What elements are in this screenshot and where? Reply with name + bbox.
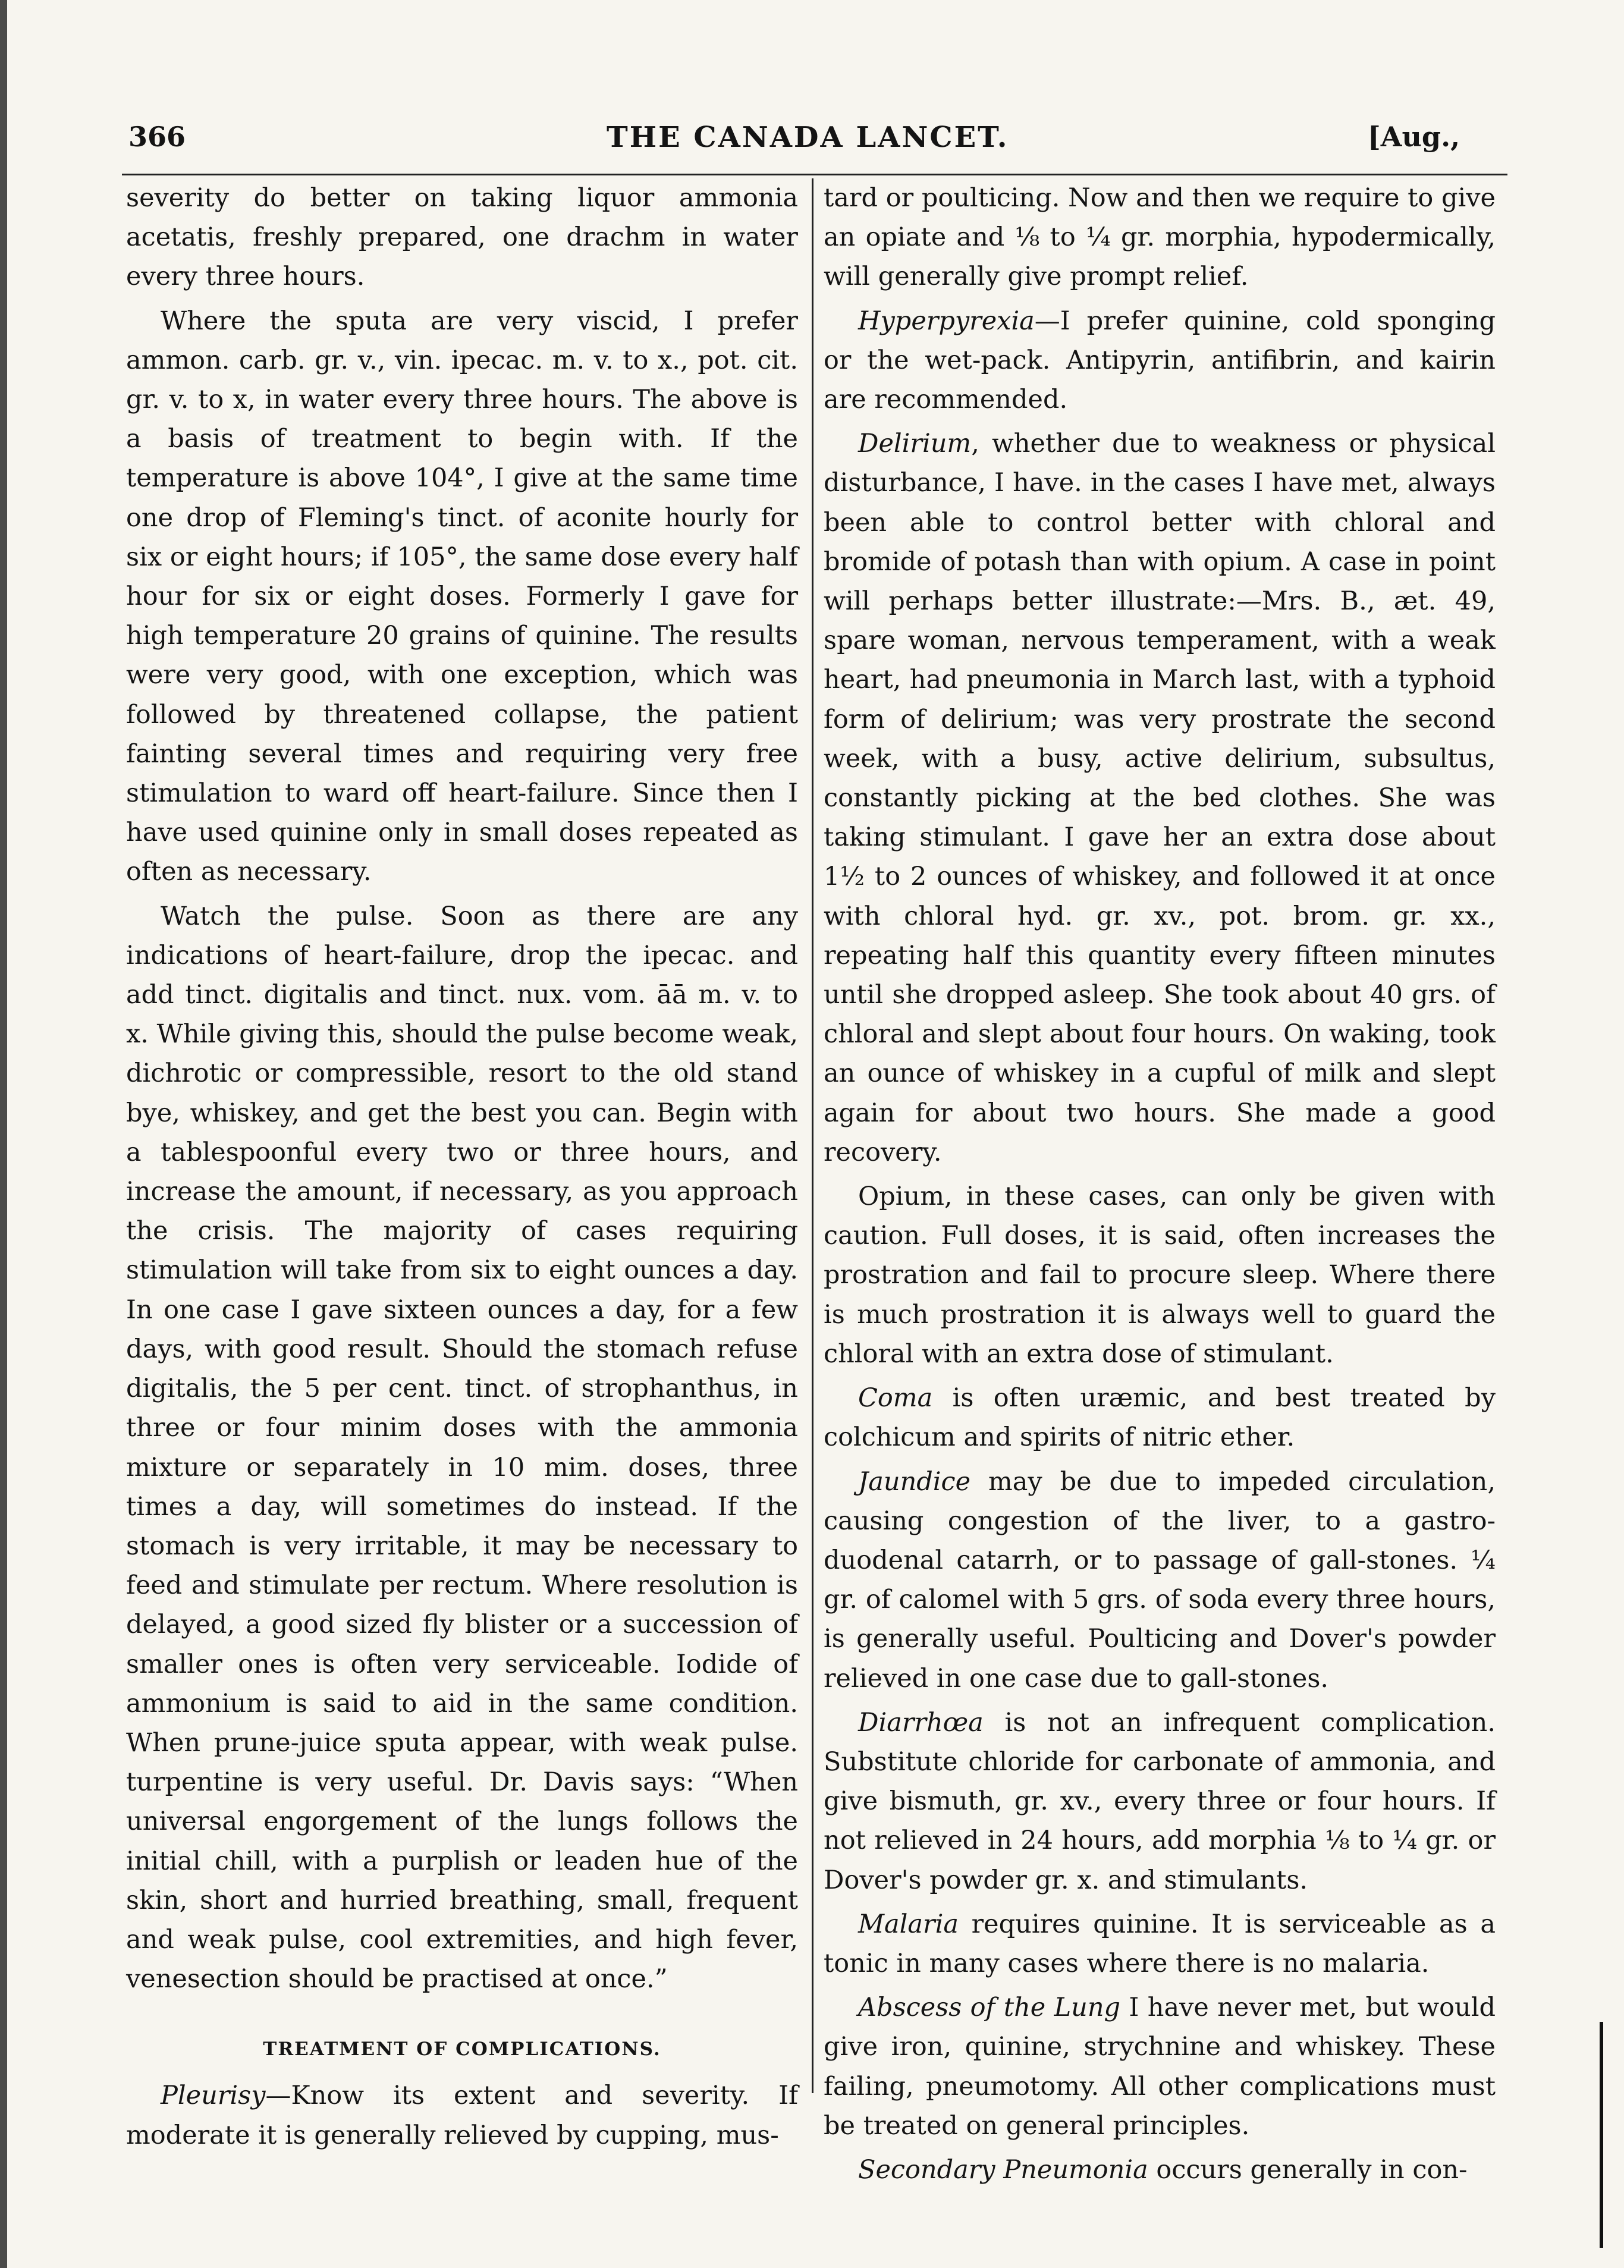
column-divider [812,178,813,2093]
term-pleurisy: Pleurisy [161,2081,266,2111]
scan-edge [0,0,7,2268]
paragraph: Watch the pulse. Soon as there are any indications of heart-failure, drop the ipecac. and add tinct. digitalis and tinct. nux. vom. āā m. v. to x. While giving this, should the pulse become weak, dichrotic or compressible, resort to the old stand bye, whiskey, and get the best you can. Begin with a tablespoonful every two or three hours, and increase the amount, if necessary, as you approach the crisis. The majority of cases requiring stimulation will take from six to eight ounces a day. In one case I gave sixteen ounces a day, for a few days, with good result. Should the stomach refuse digitalis, the 5 per cent. tinct. of strophanthus, in three or four minim doses with the ammonia mixture or separately in 10 mim. doses, three times a day, will sometimes do instead. If the stomach is very irritable, it may be necessary to feed and stimulate per rectum. Where resolution is delayed, a good sized fly blister or a succession of smaller ones is often very serviceable. Iodide of ammonium is said to aid in the same condition. When prune-juice sputa appear, with weak pulse. turpentine is very useful. Dr. Davis says: “When universal engorgement of the lungs follows the initial chill, with a purplish or leaden hue of the skin, short and hurried breathing, small, frequent and weak pulse, cool extremities, and high fever, venesection should be practised at once.” [126,901,798,1994]
paragraph-opium: Opium, in these cases, can only be given with caution. Full doses, it is said, often increases the prostration and fail to procure sleep. Where there is much prostration it is always well to guard the chloral with an extra dose of stimulant. [824,1182,1496,1369]
section-heading: TREATMENT OF COMPLICATIONS. [263,2038,661,2060]
paragraph-jaundice: Jaundice may be due to impeded circulation, causing congestion of the liver, to a gastro-duodenal catarrh, or to passage of gall-stones. ¼ gr. of calomel with 5 grs. of soda every three hours, is generally useful. Poulticing and Dover's powder relieved in one case due to gall-stones. [824,1466,1496,1694]
issue-date: [Aug., [1368,121,1460,153]
paragraph-abscess: Abscess of the Lung I have never met, but would give iron, quinine, strychnine and whiskey. These failing, pneumotomy. All other complications must be treated on general principles. [824,1993,1496,2141]
scan-edge-mark [1600,2022,1603,2248]
paragraph-diarrhoea: Diarrhœa is not an infrequent complication. Substitute chloride for carbonate of ammonia, and give bismuth, gr. xv., every three or four hours. If not relieved in 24 hours, add morphia ⅛ to ¼ gr. or Dover's powder gr. x. and stimulants. [824,1707,1496,1895]
paragraph-coma: Coma is often uræmic, and best treated by colchicum and spirits of nitric ether. [824,1383,1496,1453]
header-rule [122,174,1507,175]
paragraph-pleurisy: Pleurisy—Know its extent and severity. If moderate it is generally relieved by cupping, mus- [126,2081,798,2150]
paragraph-hyperpyrexia: Hyperpyrexia—I prefer quinine, cold sponging or the wet-pack. Antipyrin, antifibrin, and kairin are recommended. [824,306,1496,415]
left-column [126,178,798,2155]
right-column [824,178,1496,2190]
paragraph: tard or poulticing. Now and then we require to give an opiate and ⅛ to ¼ gr. morphia, hypodermically, will generally give prompt relief. [824,183,1496,292]
page-number: 366 [128,121,186,153]
paragraph-malaria: Malaria requires quinine. It is serviceable as a tonic in many cases where there is no malaria. [824,1909,1496,1978]
paragraph-secondary-pneumonia: Secondary Pneumonia occurs generally in con- [858,2154,1468,2185]
paragraph: severity do better on taking liquor ammonia acetatis, freshly prepared, one drachm in water every three hours. [126,183,798,292]
journal-title: THE CANADA LANCET. [607,121,1009,154]
paragraph: Where the sputa are very viscid, I prefer ammon. carb. gr. v., vin. ipecac. m. v. to x., pot. cit. gr. v. to x, in water every three hours. The above is a basis of treatment to begin with. If the temperature is above 104°, I give at the same time one drop of Fleming's tinct. of aconite hourly for six or eight hours; if 105°, the same dose every half hour for six or eight doses. Formerly I gave for high temperature 20 grains of quinine. The results were very good, with one exception, which was followed by threatened collapse, the patient fainting several times and requiring very free stimulation to ward off heart-failure. Since then I have used quinine only in small doses repeated as often as necessary. [126,306,798,887]
paragraph-delirium: Delirium, whether due to weakness or physical disturbance, I have. in the cases I have met, always been able to control better with chloral and bromide of potash than with opium. A case in point will perhaps better illustrate:—Mrs. B., æt. 49, spare woman, nervous temperament, with a weak heart, had pneumonia in March last, with a typhoid form of delirium; was very prostrate the second week, with a busy, active delirium, subsultus, constantly picking at the bed clothes. She was taking stimulant. I gave her an extra dose about 1½ to 2 ounces of whiskey, and followed it at once with chloral hyd. gr. xv., pot. brom. gr. xx., repeating half this quantity every fifteen minutes until she dropped asleep. She took about 40 grs. of chloral and slept about four hours. On waking, took an ounce of whiskey in a cupful of milk and slept again for about two hours. She made a good recovery. [824,429,1496,1167]
